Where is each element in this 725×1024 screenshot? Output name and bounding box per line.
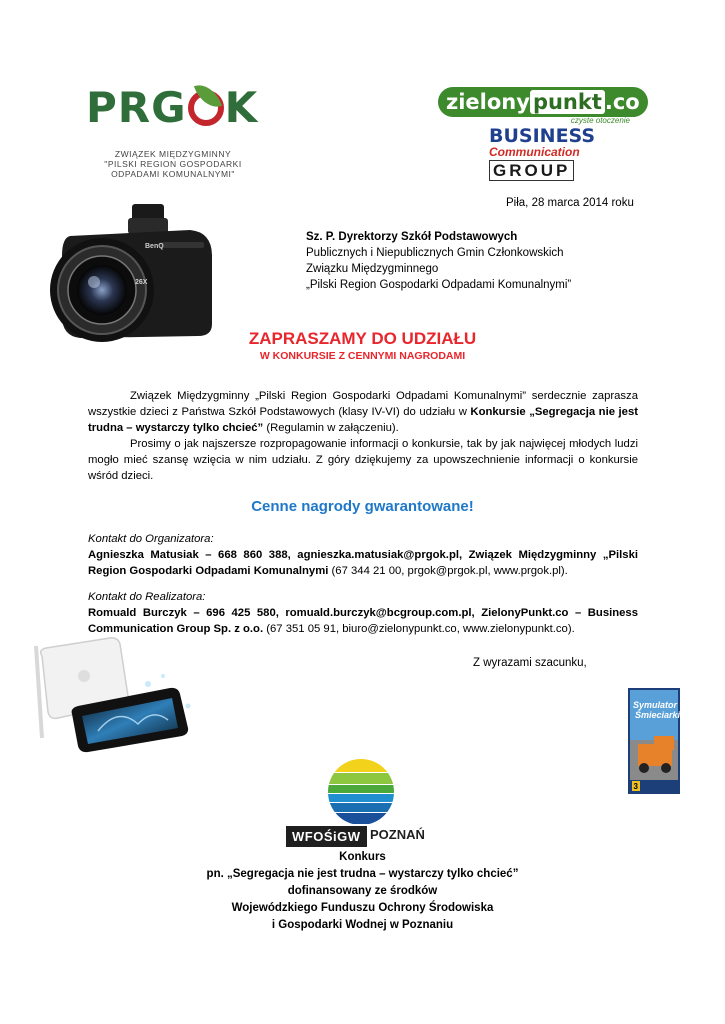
- zielony-punkt-tagline: czyste otoczenie: [570, 116, 630, 125]
- game-age-rating: 3: [633, 782, 638, 791]
- wfosigw-city: POZNAŃ: [370, 827, 425, 842]
- addressee-line-3: Związku Międzygminnego: [306, 263, 439, 275]
- prgok-word-left: PRG: [86, 83, 187, 132]
- bcg-communication: Communication: [489, 145, 580, 159]
- prgok-logo: [86, 83, 259, 181]
- prgok-subtitle-3: ODPADAMI KOMUNALNYMI": [111, 169, 235, 179]
- leaf-o-icon: [188, 90, 224, 126]
- bcg-group: GROUP: [489, 160, 574, 181]
- wfosigw-logo: [286, 756, 436, 846]
- footer-line-2: pn. „Segregacja nie jest trudna – wystarczy tylko chcieć”: [206, 868, 519, 880]
- addressee-block: [306, 229, 636, 293]
- paragraph-1-text-b: (Regulamin w załączeniu).: [263, 422, 399, 434]
- game-title-1: Symulator: [633, 700, 678, 710]
- camera-brand-label: BenQ: [145, 243, 164, 250]
- footer-line-5: i Gospodarki Wodnej w Poznaniu: [271, 919, 454, 931]
- organizer-contact: [88, 531, 638, 579]
- body-paragraph-1: [88, 388, 638, 436]
- zp-part1: zielony: [446, 90, 530, 114]
- realizer-label: Kontakt do Realizatora:: [88, 591, 206, 603]
- regards: Z wyrazami szacunku,: [473, 657, 587, 669]
- prgok-wordmark: [86, 83, 259, 132]
- letter-date: Piła, 28 marca 2014 roku: [506, 197, 634, 209]
- game-box-image: [628, 688, 680, 794]
- organizer-details: [88, 547, 638, 579]
- letter-body: [88, 388, 638, 484]
- letter-heading: ZAPRASZAMY DO UDZIAŁU: [248, 329, 477, 348]
- footer-line-1: Konkurs: [339, 851, 386, 863]
- realizer-details: [88, 605, 638, 637]
- tablet-image: [28, 636, 198, 756]
- prgok-word-right: K: [224, 83, 259, 132]
- zp-part2: punkt: [530, 90, 605, 114]
- addressee-line-2: Publicznych i Niepublicznych Gmin Członkowskich: [306, 247, 564, 259]
- prgok-subtitle-2: "PILSKI REGION GOSPODARKI: [104, 159, 242, 169]
- letter-subheading: W KONKURSIE Z CENNYMI NAGRODAMI: [259, 350, 466, 362]
- body-paragraph-2: Prosimy o jak najszersze rozpropagowanie informacji o konkursie, tak by jak najwięcej młodych ludzi mogło mieć szansę wzięcia w nim udziału. Z góry dziękujemy za upowszechnienie informacji o konkursie wśród dzieci.: [88, 438, 638, 482]
- zielony-punkt-logo: [438, 87, 638, 127]
- organizer-label: Kontakt do Organizatora:: [88, 533, 214, 545]
- footer-line-3: dofinansowany ze środków: [287, 885, 438, 897]
- paragraph-1-text-a: Związek Międzygminny „Pilski Region Gospodarki Odpadami Komunalnymi” serdecznie zaprasza wszystkie dzieci z Państwa Szkół Podstawowych (klasy IV-VI) do udziału w: [88, 390, 638, 418]
- organizer-bold: Agnieszka Matusiak – 668 860 388, agnieszka.matusiak@prgok.pl, Związek Międzygminny „Pilski Region Gospodarki Odpadami Komunalnymi: [88, 549, 638, 577]
- contest-name: Konkursie „Segregacja nie jest trudna – wystarczy tylko chcieć”: [88, 406, 638, 434]
- prgok-subtitle-1: ZWIĄZEK MIĘDZYGMINNY: [114, 149, 232, 159]
- prizes-heading: Cenne nagrody gwarantowane!: [251, 498, 474, 515]
- footer-block: [0, 849, 725, 934]
- wfosigw-emblem: [288, 756, 434, 824]
- game-title-2: Śmieciarki: [635, 710, 680, 720]
- realizer-contact: [88, 589, 638, 637]
- footer-line-4: Wojewódzkiego Funduszu Ochrony Środowiska: [231, 902, 494, 914]
- bcg-logo: [489, 126, 599, 181]
- realizer-rest: (67 351 05 91, biuro@zielonypunkt.co, www.zielonypunkt.co).: [263, 623, 575, 635]
- addressee-line-4: „Pilski Region Gospodarki Odpadami Komunalnymi”: [306, 279, 572, 291]
- realizer-bold: Romuald Burczyk – 696 425 580, romuald.burczyk@bcgroup.com.pl, ZielonyPunkt.co – Business Communication Group Sp. z o.o.: [88, 607, 638, 635]
- wfosigw-badge: WFOŚiGW: [286, 826, 367, 847]
- zp-part3: .co: [604, 90, 640, 114]
- camera-zoom-label: 26X: [135, 279, 148, 286]
- bcg-business: BUSINESS: [489, 125, 596, 147]
- addressee-line-1: Sz. P. Dyrektorzy Szkół Podstawowych: [306, 231, 518, 243]
- zielony-punkt-wordmark: [438, 87, 648, 117]
- organizer-rest: (67 344 21 00, prgok@prgok.pl, www.prgok.pl).: [328, 565, 568, 577]
